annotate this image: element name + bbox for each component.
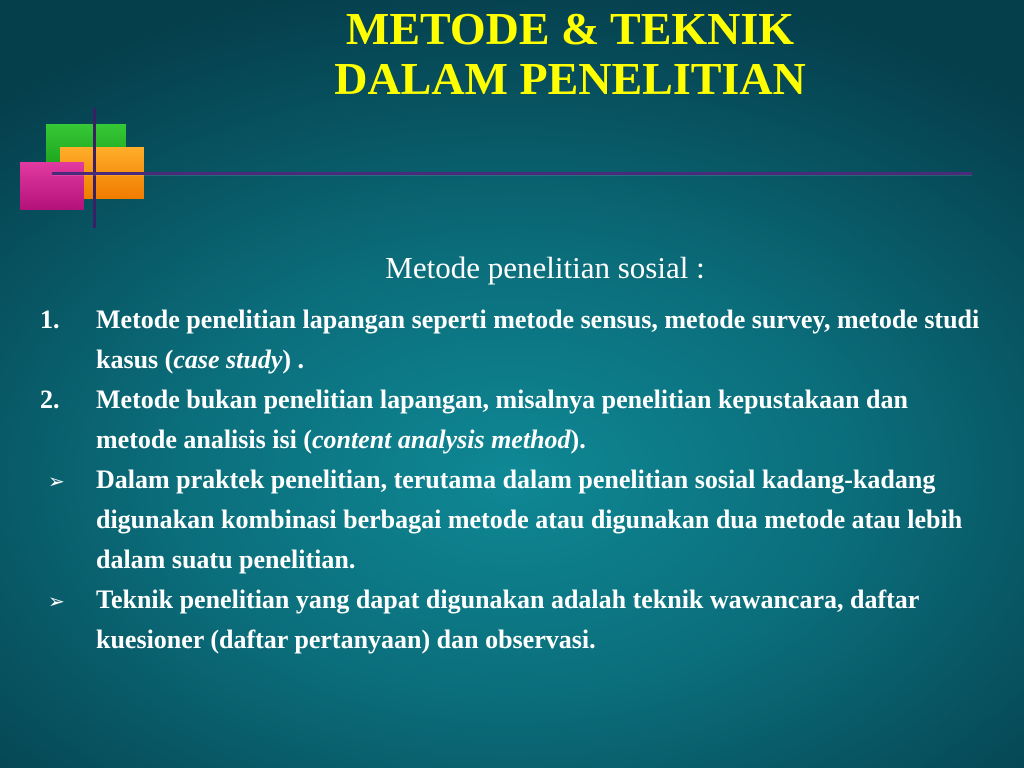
list-item-text-end: ). [570,425,586,454]
list-item-text: Metode bukan penelitian lapangan, misalnya penelitian kepustakaan dan metode analisis isi ( [96,385,908,454]
list-item-text-end: ) . [282,345,305,374]
list-item-text: Metode penelitian lapangan seperti metode sensus, metode survey, metode studi kasus ( [96,305,980,374]
list-item-text: Teknik penelitian yang dapat digunakan adalah teknik wawancara, daftar kuesioner (daftar pertanyaan) dan observasi. [96,585,919,654]
list-number: 1. [40,305,60,334]
arrow-bullet-icon: ➢ [48,469,65,493]
horizontal-divider-line [52,172,972,175]
list-item-4 [40,580,985,660]
slide-title-line-1: METODE & TEKNIK [345,3,795,54]
slide-title-line-2: DALAM PENELITIAN [334,53,806,104]
list-item-text: Dalam praktek penelitian, terutama dalam penelitian sosial kadang-kadang digunakan kombinasi berbagai metode atau digunakan dua metode atau lebih dalam suatu penelitian. [96,465,963,574]
list-item-1 [40,300,985,380]
slide-subtitle: Metode penelitian sosial : [385,250,705,285]
list-number: 2. [40,385,60,414]
list-item-italic: case study [173,345,283,374]
magenta-square-shape [20,162,84,210]
vertical-divider-line [93,108,96,228]
list-item-3 [40,460,985,580]
arrow-bullet-icon: ➢ [48,589,65,613]
list-item-italic: content analysis method [311,425,571,454]
list-item-2 [40,380,985,460]
decorative-squares-icon [0,0,160,240]
slide-title [160,4,980,104]
content-list [40,300,985,660]
